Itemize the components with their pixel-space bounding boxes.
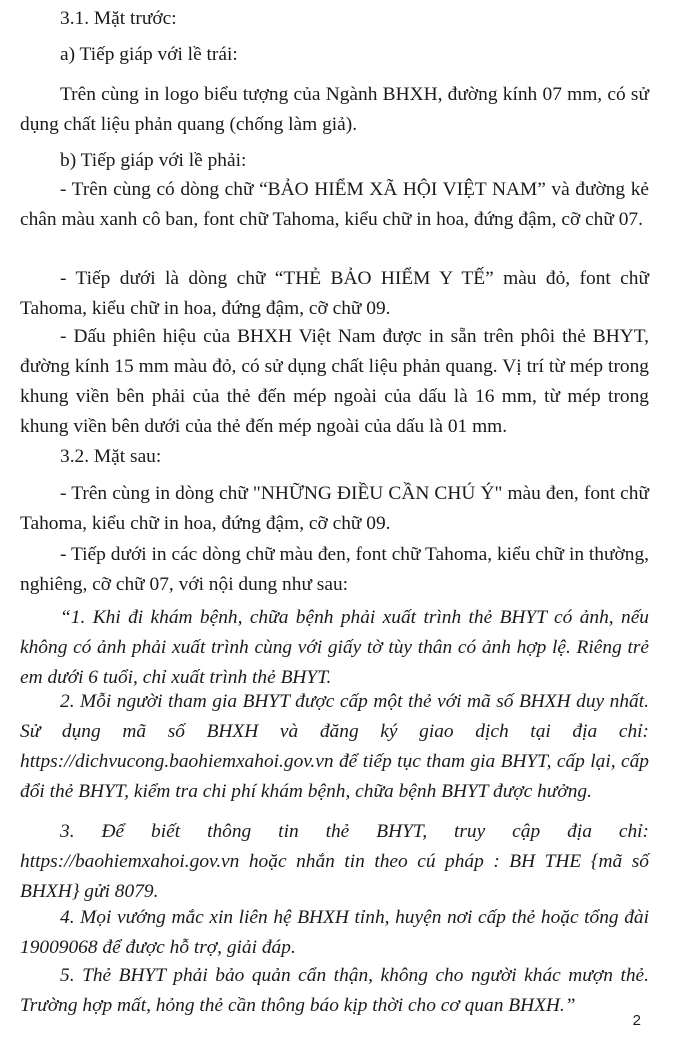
subheading-right-margin: b) Tiếp giáp với lề phải: [60, 150, 247, 171]
paragraph-notice-body: - Tiếp dưới in các dòng chữ màu đen, font chữ Tahoma, kiểu chữ in thường, nghiêng, cỡ chữ 07, với nội dung như sau: [20, 544, 649, 595]
paragraph-seal: - Dấu phiên hiệu của BHXH Việt Nam được in sẵn trên phôi thẻ BHYT, đường kính 15 mm màu đỏ, có sử dụng chất liệu phản quang. Vị trí từ mép trong khung viền bên phải của thẻ đến mép ngoài của dấu là 16 mm, từ mép trong khung viền bên dưới của thẻ đến mép ngoài của dấu là 01 mm. [20, 326, 649, 437]
subheading-left-margin: a) Tiếp giáp với lề trái: [60, 44, 238, 65]
section-heading-back: 3.2. Mặt sau: [60, 446, 162, 467]
notice-item-5: 5. Thẻ BHYT phải bảo quản cẩn thận, không cho người khác mượn thẻ. Trường hợp mất, hỏng thẻ cần thông báo kịp thời cho cơ quan BHXH.” [20, 965, 649, 1016]
section-heading-front: 3.1. Mặt trước: [60, 8, 177, 29]
paragraph-title-line: - Trên cùng có dòng chữ “BẢO HIỂM XÃ HỘI VIỆT NAM” và đường kẻ chân màu xanh cô ban, font chữ Tahoma, kiểu chữ in hoa, đứng đậm, cỡ chữ 07. [20, 179, 649, 230]
paragraph-logo: Trên cùng in logo biểu tượng của Ngành BHXH, đường kính 07 mm, có sử dụng chất liệu phản quang (chống làm giả). [20, 84, 649, 135]
page-number: 2 [632, 1012, 641, 1029]
notice-item-2: 2. Mỗi người tham gia BHYT được cấp một thẻ với mã số BHXH duy nhất. Sử dụng mã số BHXH và đăng ký giao dịch tại địa chỉ: https://dichvucong.baohiemxahoi.gov.vn để tiếp tục tham gia BHYT, cấp lại, cấp đổi thẻ BHYT, kiểm tra chi phí khám bệnh, chữa bệnh BHYT được hưởng. [20, 691, 649, 802]
notice-item-4: 4. Mọi vướng mắc xin liên hệ BHXH tỉnh, huyện nơi cấp thẻ hoặc tổng đài 19009068 để được hỗ trợ, giải đáp. [20, 907, 649, 958]
notice-item-3: 3. Để biết thông tin thẻ BHYT, truy cập địa chỉ: https://baohiemxahoi.gov.vn hoặc nhắn tin theo cú pháp : BH THE {mã số BHXH} gửi 8079. [20, 821, 649, 902]
paragraph-card-title: - Tiếp dưới là dòng chữ “THẺ BẢO HIỂM Y TẾ” màu đỏ, font chữ Tahoma, kiểu chữ in hoa, đứng đậm, cỡ chữ 09. [20, 268, 649, 319]
notice-item-1: “1. Khi đi khám bệnh, chữa bệnh phải xuất trình thẻ BHYT có ảnh, nếu không có ảnh phải xuất trình cùng với giấy tờ tùy thân có ảnh hợp lệ. Riêng trẻ em dưới 6 tuổi, chỉ xuất trình thẻ BHYT. [20, 607, 649, 688]
paragraph-notice-heading: - Trên cùng in dòng chữ "NHỮNG ĐIỀU CẦN CHÚ Ý" màu đen, font chữ Tahoma, kiểu chữ in hoa, đứng đậm, cỡ chữ 09. [20, 483, 649, 534]
